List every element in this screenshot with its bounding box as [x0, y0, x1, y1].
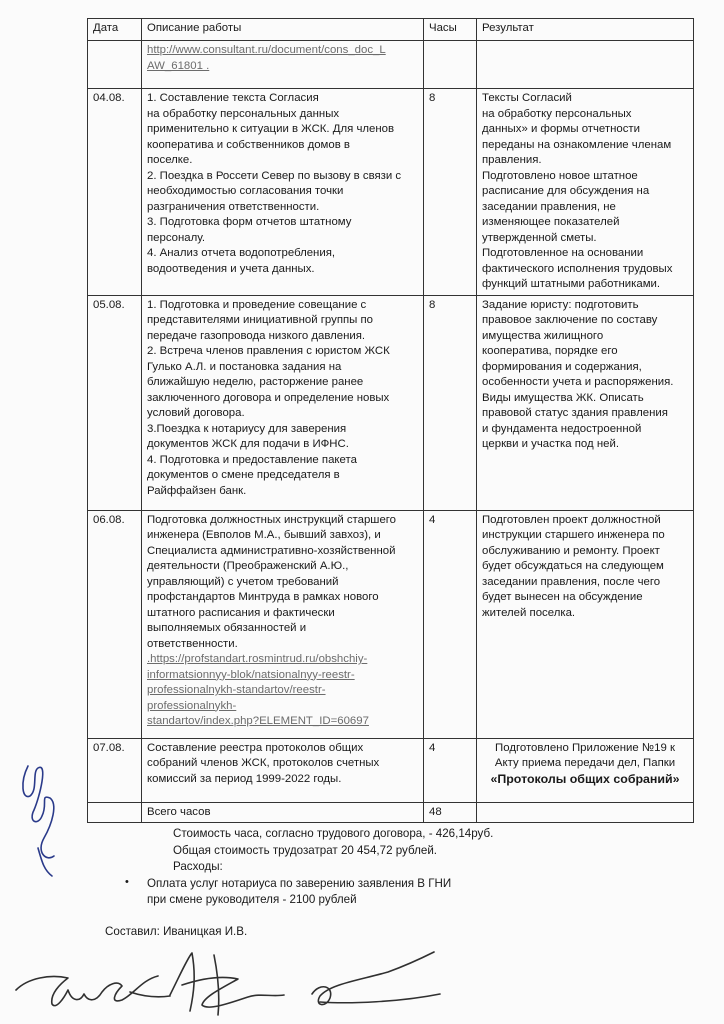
- desc-line: кооператива и собственников домов в: [147, 138, 350, 151]
- profstandart-link-line[interactable]: .https://profstandart.rosmintrud.ru/obshchiy-: [147, 653, 368, 665]
- bullet-icon: •: [125, 876, 129, 888]
- result-line: формирования и содержания,: [482, 360, 642, 373]
- result-line: заседании правления, не: [482, 200, 616, 213]
- composed-by: Составил: Иваницкая И.В.: [105, 925, 248, 938]
- desc-line: поселке.: [147, 154, 193, 166]
- result-line: правовой статус здания правления: [482, 407, 668, 419]
- result-line: Подготовленное на основании: [482, 247, 644, 259]
- result-line: переданы на ознакомление членам: [482, 138, 672, 151]
- desc-line: выполняемых обязанностей и: [147, 622, 307, 634]
- total-cost: Общая стоимость трудозатрат 20 454,72 рублей.: [173, 844, 438, 857]
- desc-line: ближайшую неделю, расторжение ранее: [147, 376, 364, 388]
- desc-line: персоналу.: [147, 231, 205, 244]
- row-hours: 8: [424, 295, 477, 510]
- row-hours: 8: [424, 89, 477, 296]
- result-line: Акту приема передачи дел, Папки: [494, 757, 676, 769]
- desc-line: документов о смене председателя в: [147, 469, 340, 481]
- row-date: 07.08.: [88, 738, 142, 802]
- desc-line: инженера (Евполов М.А., бывший завхоз), и: [147, 529, 381, 541]
- desc-line: документов ЖСК для подачи в ИФНС.: [147, 438, 349, 450]
- desc-line: 2. Встреча членов правления с юристом ЖСК: [147, 345, 390, 357]
- desc-line: передаче газопровода низкого давления.: [147, 329, 366, 342]
- desc-line: Специалиста административно-хозяйственной: [147, 544, 396, 557]
- result-line: будет вынесен на обсуждение: [482, 591, 643, 603]
- row-description: [142, 738, 424, 802]
- row-date: 04.08.: [88, 89, 142, 296]
- signature-1-icon: [10, 950, 185, 1020]
- result-line: и фундамента недостроенной: [482, 422, 642, 435]
- desc-line: 3. Подготовка форм отчетов штатному: [147, 216, 352, 228]
- desc-line: 2. Поездка в Россети Север по вызову в связи с: [147, 169, 402, 182]
- desc-line: условий договора.: [147, 407, 245, 419]
- result-line: расписание для обсуждения на: [482, 185, 650, 197]
- desc-line: комиссий за период 1999-2022 годы.: [147, 772, 342, 785]
- result-line: будет обсуждаться на следующем: [482, 560, 664, 572]
- row-hours: 4: [424, 738, 477, 802]
- result-line: изменяющее показателей: [482, 216, 620, 228]
- signature-3-icon: [300, 946, 450, 1018]
- row-hours: 4: [424, 510, 477, 738]
- result-line: на обработку персональных: [482, 107, 632, 120]
- result-line: церкви и участка под ней.: [482, 438, 619, 450]
- result-line: жителей поселка.: [482, 606, 576, 619]
- profstandart-link-line[interactable]: informatsionnyy-blok/natsionalnyy-reestr-: [147, 668, 355, 681]
- desc-line: представителями инициативной группы по: [147, 314, 374, 326]
- row-result: [477, 295, 694, 510]
- result-line: утвержденной сметы.: [482, 231, 597, 244]
- expenses-label: Расходы:: [173, 860, 223, 873]
- row-result: [477, 738, 694, 802]
- total-hours: 48: [424, 802, 477, 823]
- result-line: кооператива, порядке его: [482, 345, 618, 357]
- desc-line: 4. Подготовка и предоставление пакета: [147, 453, 357, 466]
- desc-line: штатного расписания и фактически: [147, 606, 335, 619]
- desc-line: ответственности.: [147, 637, 238, 650]
- table-header-row: [88, 19, 694, 41]
- result-line: Тексты Согласий: [482, 92, 572, 104]
- desc-line: 4. Анализ отчета водопотребления,: [147, 247, 336, 259]
- row-description: [142, 89, 424, 296]
- margin-signature-icon: [8, 752, 70, 882]
- header-description: Описание работы: [142, 19, 424, 41]
- result-line: Виды имущества ЖК. Описать: [482, 391, 644, 404]
- table-row: [88, 738, 694, 802]
- result-line: фактического исполнения трудовых: [482, 262, 673, 275]
- desc-line: необходимостью согласования точки: [147, 185, 344, 197]
- result-line: заседании правления, после чего: [482, 575, 661, 588]
- table-row: [88, 510, 694, 738]
- result-line: особенности учета и распоряжения.: [482, 376, 674, 388]
- desc-line: Подготовка должностных инструкций старшего: [147, 513, 397, 526]
- result-line: правовое заключение по составу: [482, 314, 658, 326]
- header-date: Дата: [88, 19, 142, 41]
- table-row: [88, 89, 694, 296]
- desc-line: 3.Поездка к нотариусу для заверения: [147, 422, 347, 435]
- row-description: [142, 510, 424, 738]
- table-total-row: [88, 802, 694, 823]
- consultant-link-cell: [142, 41, 424, 89]
- row-date: 05.08.: [88, 295, 142, 510]
- header-result: Результат: [477, 19, 694, 41]
- desc-line: собраний членов ЖСК, протоколов счетных: [147, 757, 380, 769]
- header-hours: Часы: [424, 19, 477, 41]
- expense-item-line: Оплата услуг нотариуса по заверению заявления В ГНИ: [147, 877, 452, 890]
- consultant-link-line[interactable]: http://www.consultant.ru/document/cons_doc_L: [147, 44, 386, 56]
- desc-line: профстандартов Минтруда в рамках нового: [147, 591, 379, 603]
- desc-line: применительно к ситуации в ЖСК. Для членов: [147, 123, 395, 135]
- result-line: имущества жилищного: [482, 329, 604, 342]
- result-line: Подготовлен проект должностной: [482, 513, 661, 526]
- signature-2-icon: [160, 945, 300, 1020]
- result-line: инструкции старшего инженера по: [482, 529, 665, 541]
- result-line: правления.: [482, 154, 542, 166]
- table-row: [88, 41, 694, 89]
- row-date: 06.08.: [88, 510, 142, 738]
- desc-line: 1. Подготовка и проведение совещание с: [147, 298, 367, 311]
- desc-line: заключенного договора и определение новых: [147, 391, 390, 404]
- profstandart-link-line[interactable]: professionalnykh-: [147, 699, 237, 712]
- desc-line: на обработку персональных данных: [147, 107, 340, 120]
- result-line: данных» и формы отчетности: [482, 123, 641, 135]
- expense-item-line: при смене руководителя - 2100 рублей: [147, 893, 357, 906]
- work-report-table: [87, 18, 694, 823]
- result-line: Задание юристу: подготовить: [482, 298, 639, 311]
- profstandart-link-line[interactable]: professionalnykh-standartov/reestr-: [147, 684, 326, 696]
- desc-line: Райффайзен банк.: [147, 484, 247, 497]
- row-description: [142, 295, 424, 510]
- result-line: Подготовлено Приложение №19 к: [495, 741, 675, 754]
- desc-line: деятельности (Преображенский А.Ю.,: [147, 560, 349, 572]
- desc-line: 1. Составление текста Согласия: [147, 92, 319, 104]
- consultant-link-line[interactable]: AW_61801 .: [147, 59, 210, 72]
- cost-per-hour: Стоимость часа, согласно трудового договора, - 426,14руб.: [173, 827, 494, 840]
- desc-line: разграничения ответственности.: [147, 200, 320, 213]
- row-result: [477, 89, 694, 296]
- desc-line: водоотведения и учета данных.: [147, 262, 315, 275]
- desc-line: Составление реестра протоколов общих: [147, 741, 364, 754]
- table-row: [88, 295, 694, 510]
- result-bold-line: «Протоколы общих собраний»: [490, 771, 680, 786]
- total-label: Всего часов: [142, 802, 424, 823]
- result-line: обслуживанию и ремонту. Проект: [482, 544, 660, 557]
- desc-line: управляющий) с учетом требований: [147, 575, 339, 588]
- profstandart-link-line[interactable]: standartov/index.php?ELEMENT_ID=60697: [147, 715, 369, 727]
- desc-line: Гулько А.Л. и постановка задания на: [147, 360, 342, 373]
- result-line: функций штатными работниками.: [482, 278, 661, 290]
- result-line: Подготовлено новое штатное: [482, 169, 638, 182]
- row-result: [477, 510, 694, 738]
